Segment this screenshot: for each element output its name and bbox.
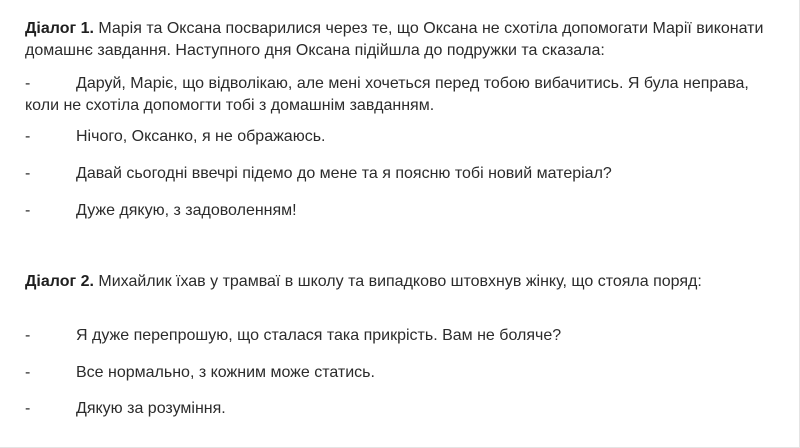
dialog1-line-dash: - xyxy=(25,202,31,219)
dialog1-intro-text: Марія та Оксана посварилися через те, що Оксана не схотіла допомогати Марії виконати домашнє завдання. Наступного дня Оксана підійшла до подружки та сказала: xyxy=(25,20,764,59)
dialog1-line xyxy=(25,126,785,148)
dialog2-intro-text: Михайлик їхав у трамваї в школу та випадково штовхнув жінку, що стояла поряд: xyxy=(93,273,702,290)
dialog1-intro xyxy=(25,18,785,62)
dialog2-label: Діалог 2. xyxy=(25,273,94,290)
dialog2-line-dash: - xyxy=(25,400,31,417)
dialog2-line xyxy=(25,362,785,384)
dialog1-line-dash: - xyxy=(25,75,31,92)
dialog1-line-text: Нічого, Оксанко, я не ображаюсь. xyxy=(76,128,326,145)
dialog2-intro xyxy=(25,271,785,293)
dialog1-line-dash: - xyxy=(25,165,31,182)
dialog1-line-text: Дуже дякую, з задоволенням! xyxy=(76,202,297,219)
dialog1-line-dash: - xyxy=(25,128,31,145)
dialog1-label: Діалог 1. xyxy=(25,20,94,37)
dialog1-line-text: Даруй, Маріє, що відволікаю, але мені хочеться перед тобою вибачитись. Я була неправа, коли не схотіла допомогти тобі з домашнім завданням. xyxy=(25,75,749,114)
dialog2-line-text: Все нормально, з кожним може статись. xyxy=(76,364,375,381)
dialog2-line xyxy=(25,325,785,347)
dialog1-line xyxy=(25,73,785,117)
dialog2-line-text: Я дуже перепрошую, що сталася така прикрість. Вам не боляче? xyxy=(76,327,562,344)
dialog1-line xyxy=(25,163,785,185)
dialog1-line xyxy=(25,200,785,222)
dialog2-line-text: Дякую за розуміння. xyxy=(76,400,226,417)
dialog2-line xyxy=(25,398,785,420)
dialog1-line-text: Давай сьогодні ввечрі підемо до мене та я поясню тобі новий матеріал? xyxy=(76,165,612,182)
dialog2-line-dash: - xyxy=(25,364,31,381)
dialog2-line-dash: - xyxy=(25,327,31,344)
